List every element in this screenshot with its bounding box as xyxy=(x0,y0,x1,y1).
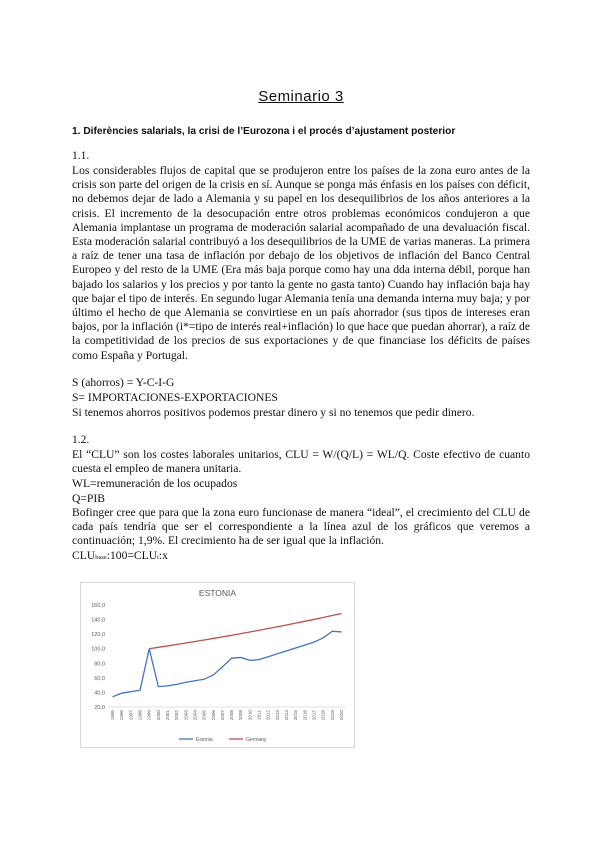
x-tick-label: 2005 xyxy=(201,710,207,721)
series-line-estonia xyxy=(113,631,342,697)
page-title: Seminario 3 xyxy=(258,88,344,105)
question-1-2-paragraph-2: Bofinger cree que para que la zona euro funcionase de manera “ideal”, el crecimiento del CLU de cada país tendría que ser el correspondiente a la línea azul de los gráficos que veremos a continuación; 1,9%. El crecimiento ha de ser igual que la inflación. xyxy=(72,506,530,548)
chart-canvas xyxy=(81,583,354,747)
x-tick-label: 2018 xyxy=(320,710,326,721)
x-tick-label: 2003 xyxy=(183,710,189,721)
x-tick-label: 2016 xyxy=(302,710,308,721)
estonia-chart xyxy=(80,582,355,748)
clu-formula-subscript-base: base xyxy=(95,554,107,561)
x-tick-label: 2019 xyxy=(329,710,335,721)
x-tick-label: 2011 xyxy=(256,710,262,720)
clu-formula xyxy=(72,549,168,562)
x-tick-label: 2006 xyxy=(210,710,216,721)
x-tick-label: 1995 xyxy=(110,710,116,721)
clu-formula-mid: :100=CLU xyxy=(106,549,158,562)
x-tick-label: 2010 xyxy=(247,710,253,721)
series-line-germany xyxy=(149,613,341,648)
x-tick-label: 1998 xyxy=(137,710,143,721)
x-tick-label: 2015 xyxy=(293,710,299,721)
x-tick-label: 1997 xyxy=(128,710,134,721)
x-tick-label: 1999 xyxy=(146,710,152,721)
question-1-1-paragraph: Los considerables flujos de capital que se produjeron entre los países de la zona euro antes de la crisis son parte del origen de la crisis en sí. Aunque se ponga más énfasis en los países con déficit, no debemos dejar de lado a Alemania y su papel en los desequilibrios de los años anteriores a la crisis. El incremento de la desocupación entre otros problemas económicos condujeron a que Alemania implantase un programa de moderación salarial acompañado de una devaluación fiscal. Esta moderación salarial contribuyó a los desequilibrios de la UME de varias maneras. La primera a raíz de tener una tasa de inflación por debajo de los objetivos de inflación del Banco Central Europeo y del resto de la UME (Era más baja porque como hay una dda interna débil, porque han bajado los salarios y los precios y por tanto la gente no gasta tanto) Cuando hay inflación baja hay que bajar el tipo de interés. En segundo lugar Alemania tenía una demanda interna muy baja; y por último el hecho de que Alemania se convirtiese en un país ahorrador (sus tipos de intereses eran bajos, por la inflación (i*=tipo de interés real+inflación) lo que hace que puedan ahorrar), a raíz de la competitividad de los precios de sus exportaciones y de que financiase los déficits de países como España y Portugal. xyxy=(72,164,530,362)
clu-formula-end: :x xyxy=(158,549,168,562)
x-tick-label: 2017 xyxy=(311,710,317,721)
y-tick-label: 40,0 xyxy=(94,690,105,697)
x-tick-label: 2013 xyxy=(274,710,280,721)
chart-title: ESTONIA xyxy=(198,588,237,598)
clu-formula-main: CLU xyxy=(72,549,96,562)
x-tick-label: 2020 xyxy=(338,710,344,721)
question-1-2-number: 1.2. xyxy=(72,434,90,446)
legend-label-germany: Germany xyxy=(246,737,267,743)
x-tick-label: 2000 xyxy=(155,710,161,721)
x-tick-label: 2007 xyxy=(219,710,225,721)
x-tick-label: 2001 xyxy=(165,710,170,721)
x-tick-label: 1996 xyxy=(119,710,125,721)
question-1-2-paragraph: El “CLU” son los costes laborales unitarios, CLU = W/(Q/L) = WL/Q. Coste efectivo de cuanto cuesta el empleo de manera unitaria. xyxy=(72,448,530,476)
wl-definition: WL=remuneración de los ocupados xyxy=(72,477,238,490)
x-tick-label: 2012 xyxy=(265,710,271,721)
y-tick-label: 80,0 xyxy=(94,661,105,668)
y-tick-label: 160,0 xyxy=(91,603,105,609)
y-tick-label: 120,0 xyxy=(91,632,105,639)
clu-formula-subscript-t: t xyxy=(157,554,159,561)
section-heading: 1. Diferències salarials, la crisi de l’Eurozona i el procés d’ajustament posterior xyxy=(72,126,456,137)
y-tick-label: 100,0 xyxy=(91,646,105,653)
question-1-1-closing: Si tenemos ahorros positivos podemos prestar dinero y si no tenemos que pedir dinero. xyxy=(72,406,475,419)
q-definition: Q=PIB xyxy=(72,492,105,505)
imports-exports-formula: S= IMPORTACIONES-EXPORTACIONES xyxy=(72,391,278,404)
x-tick-label: 2004 xyxy=(192,710,198,721)
x-tick-label: 2009 xyxy=(238,710,244,721)
x-tick-label: 2002 xyxy=(174,710,180,721)
savings-formula: S (ahorros) = Y-C-I-G xyxy=(72,376,175,389)
x-tick-label: 2008 xyxy=(229,710,235,721)
y-tick-label: 20,0 xyxy=(94,705,105,711)
y-tick-label: 60,0 xyxy=(94,675,105,682)
legend-label-estonia: Estonia xyxy=(196,737,213,743)
question-1-1-number: 1.1. xyxy=(72,150,90,162)
x-tick-label: 2014 xyxy=(284,710,289,721)
y-tick-label: 140,0 xyxy=(91,617,105,624)
